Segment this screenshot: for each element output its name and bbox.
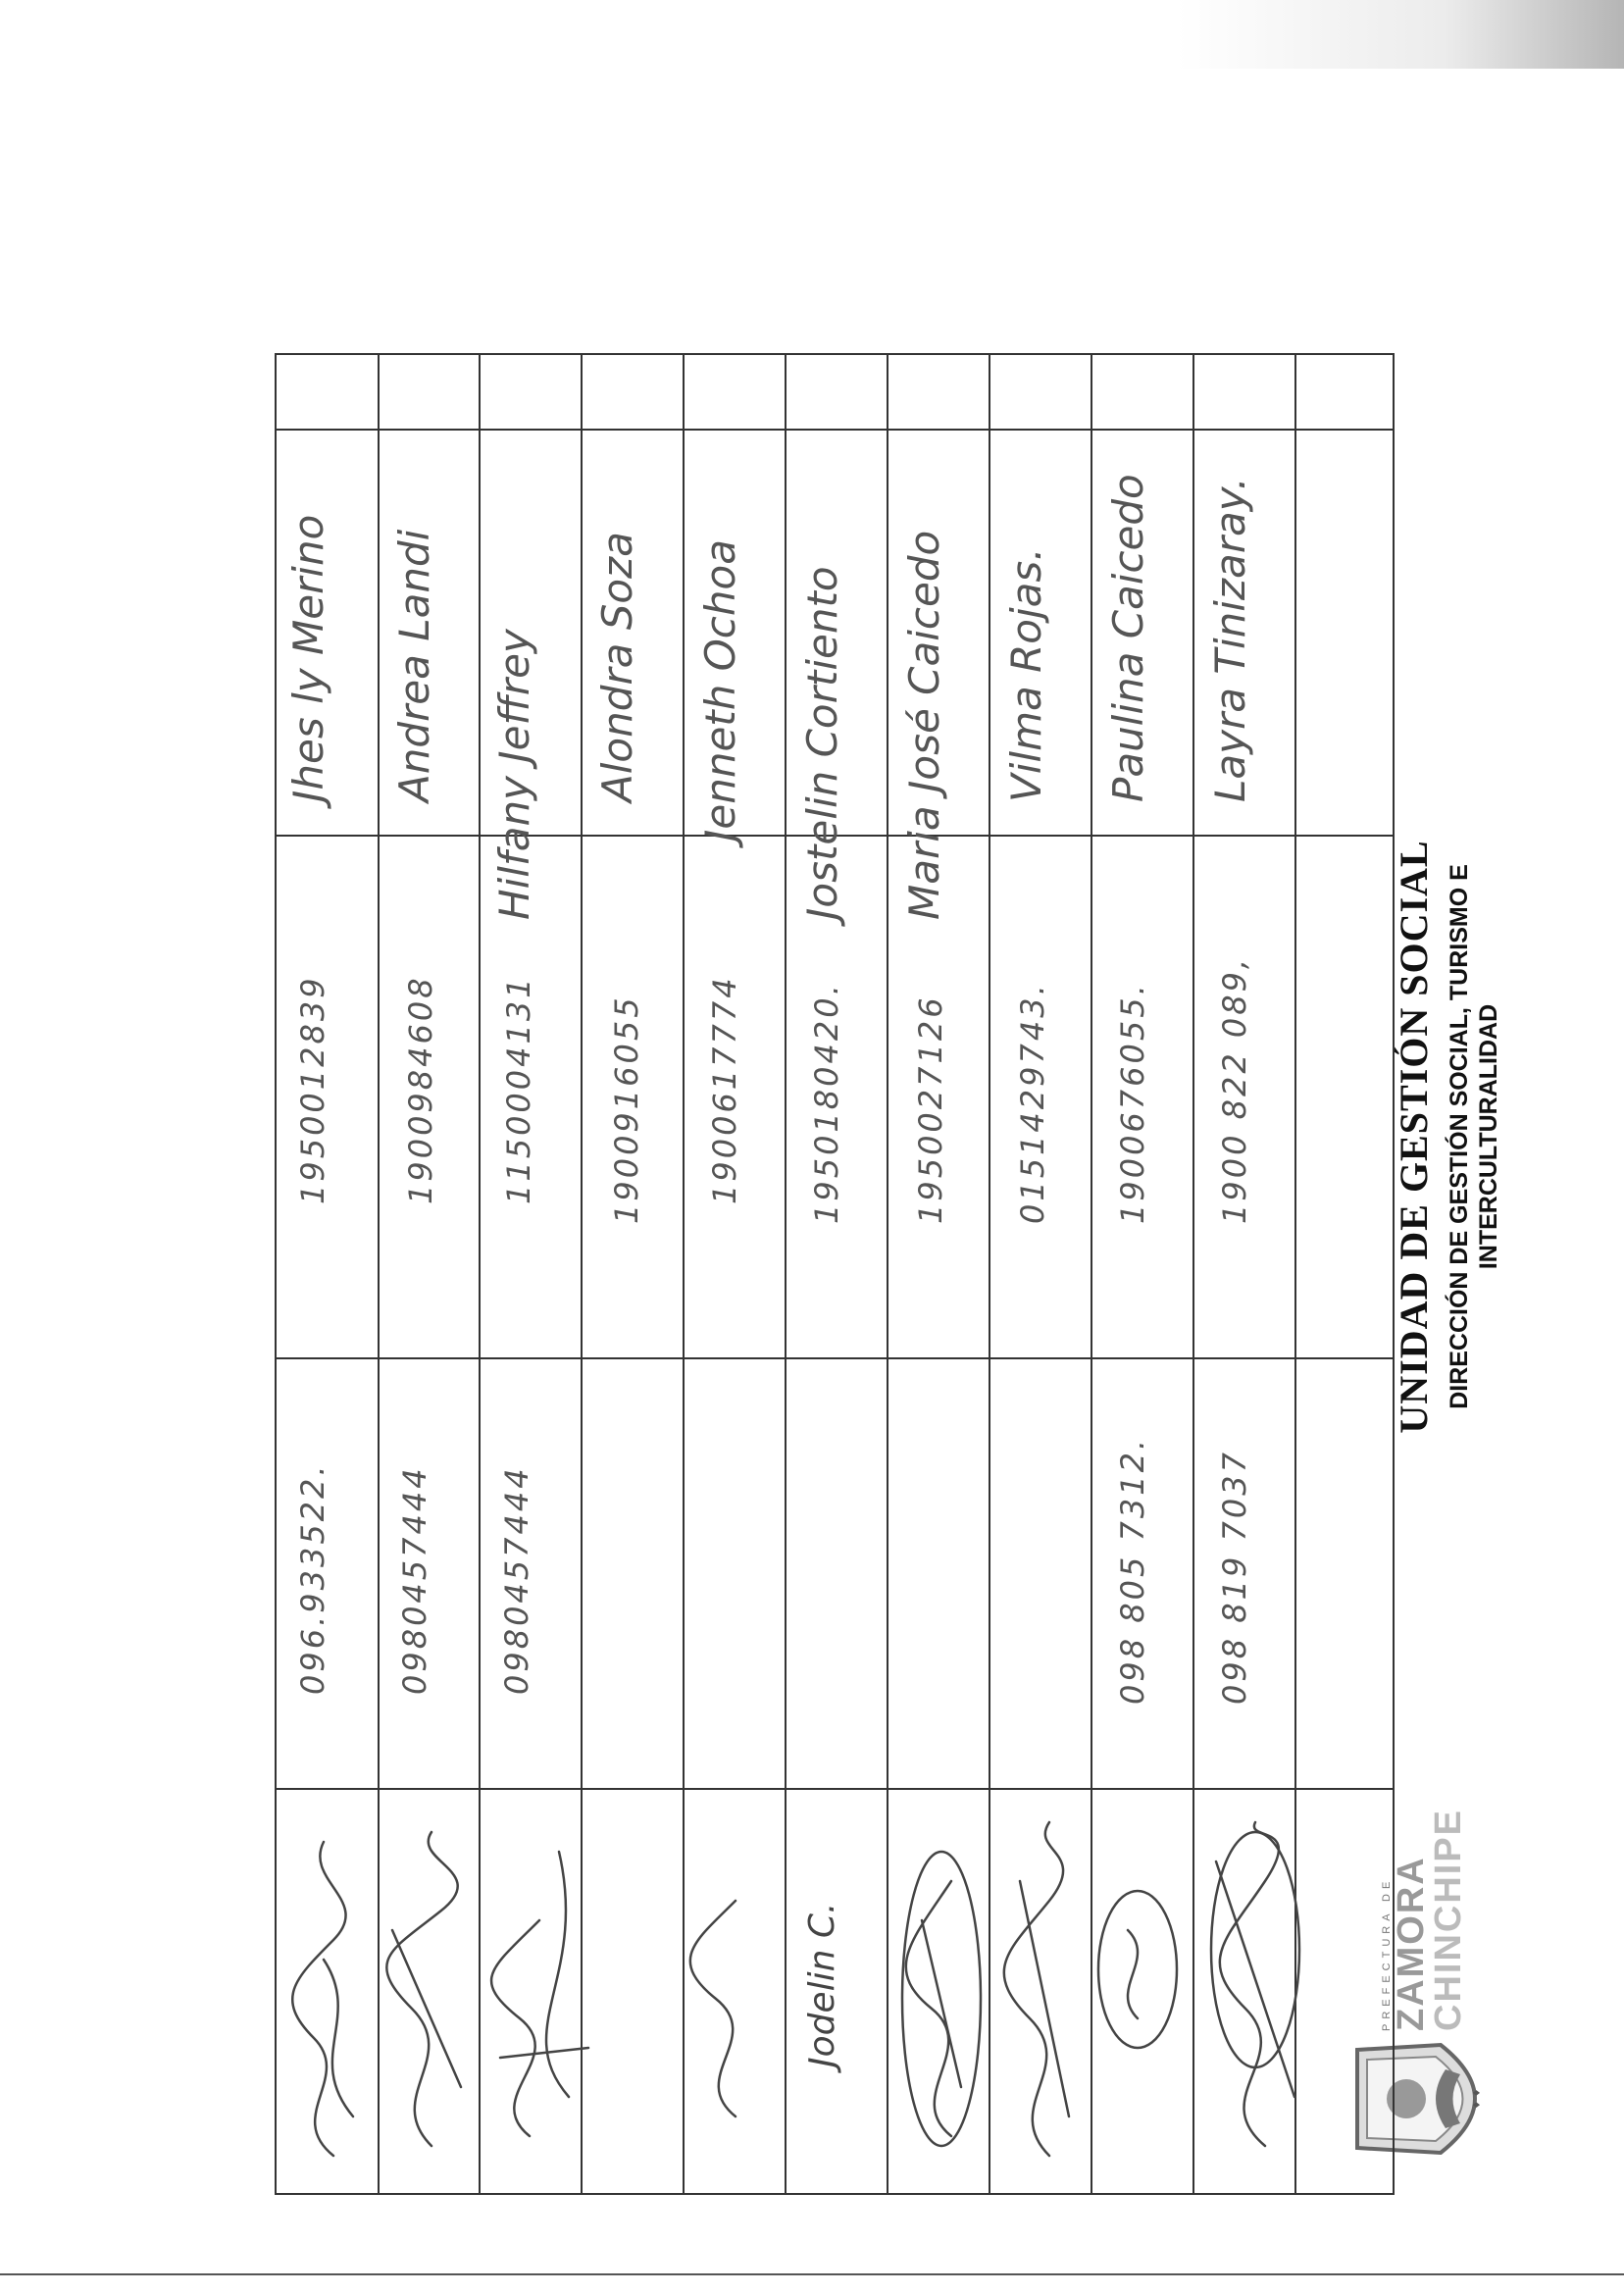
row-10-name: Layra Tinizaray.	[1206, 477, 1254, 802]
signature-row-3	[491, 1852, 588, 2136]
row-4-name: Alondra Soza	[593, 532, 641, 802]
svg-text:♦ ♦: ♦ ♦	[1472, 2088, 1483, 2110]
row-1-name: Jhes ly Merino	[284, 514, 332, 802]
row-6-cedula: 1950180420.	[808, 982, 845, 1224]
row-8-name: Vilma Rojas.	[1002, 547, 1050, 802]
row-3-name: Hilfany Jeffrey	[490, 629, 538, 920]
signatures-column	[275, 1803, 1394, 2175]
signature-row-1	[292, 1842, 353, 2156]
direction-title: DIRECCIÓN DE GESTIÓN SOCIAL, TURISMO E INTERCULTURALIDAD	[1446, 864, 1502, 1409]
row-1-cedula: 1950012839	[294, 975, 331, 1204]
signature-row-5	[690, 1901, 736, 2116]
row-2-phone: 0980457444	[396, 1465, 433, 1695]
row-7-name: Maria José Caicedo	[900, 530, 948, 920]
row-3-phone: 0980457444	[498, 1465, 535, 1695]
signature-row-8	[1004, 1822, 1069, 2156]
signature-row-9-loop	[1098, 1891, 1177, 2048]
row-2-name: Andrea Landi	[390, 529, 438, 802]
row-2-cedula: 1900984608	[402, 975, 439, 1204]
row-9-cedula: 1900676055.	[1114, 982, 1151, 1224]
signature-row-6-text: Jodelin C.	[802, 1902, 842, 2067]
unit-title: UNIDAD DE GESTIÓN SOCIAL	[1392, 840, 1436, 1434]
signature-row-2	[386, 1832, 461, 2146]
signature-row-10-loop	[1211, 1832, 1299, 2067]
brand-prefix: PREFECTURA DE	[1381, 1876, 1393, 2031]
row-10-phone: 098 819 7037	[1216, 1450, 1253, 1705]
signature-row-7	[906, 1881, 961, 2136]
row-9-phone: 098 805 7312.	[1114, 1436, 1151, 1705]
attendance-table	[275, 351, 1396, 2195]
row-8-cedula: 0151429743.	[1014, 982, 1051, 1224]
scan-bottom-edge	[0, 2273, 1624, 2294]
row-1-phone: 096.933522.	[294, 1462, 331, 1695]
row-5-name: Jenneth Ochoa	[696, 539, 744, 841]
row-5-cedula: 1900617774	[706, 975, 743, 1204]
row-6-name: Jostelin Cortiento	[798, 566, 846, 920]
row-4-cedula: 1900916055	[608, 994, 645, 1224]
row-7-cedula: 1950027126	[912, 994, 949, 1224]
row-9-name: Paulina Caicedo	[1104, 474, 1152, 802]
brand-zamora: ZAMORA	[1391, 1856, 1432, 2031]
signature-row-10	[1216, 1822, 1294, 2146]
brand-chinchipe: CHINCHIPE	[1428, 1808, 1469, 2031]
signature-row-9	[1128, 1930, 1138, 2018]
row-3-cedula: 1150004131	[500, 975, 537, 1204]
row-10-cedula: 1900 822 089,	[1216, 955, 1253, 1224]
